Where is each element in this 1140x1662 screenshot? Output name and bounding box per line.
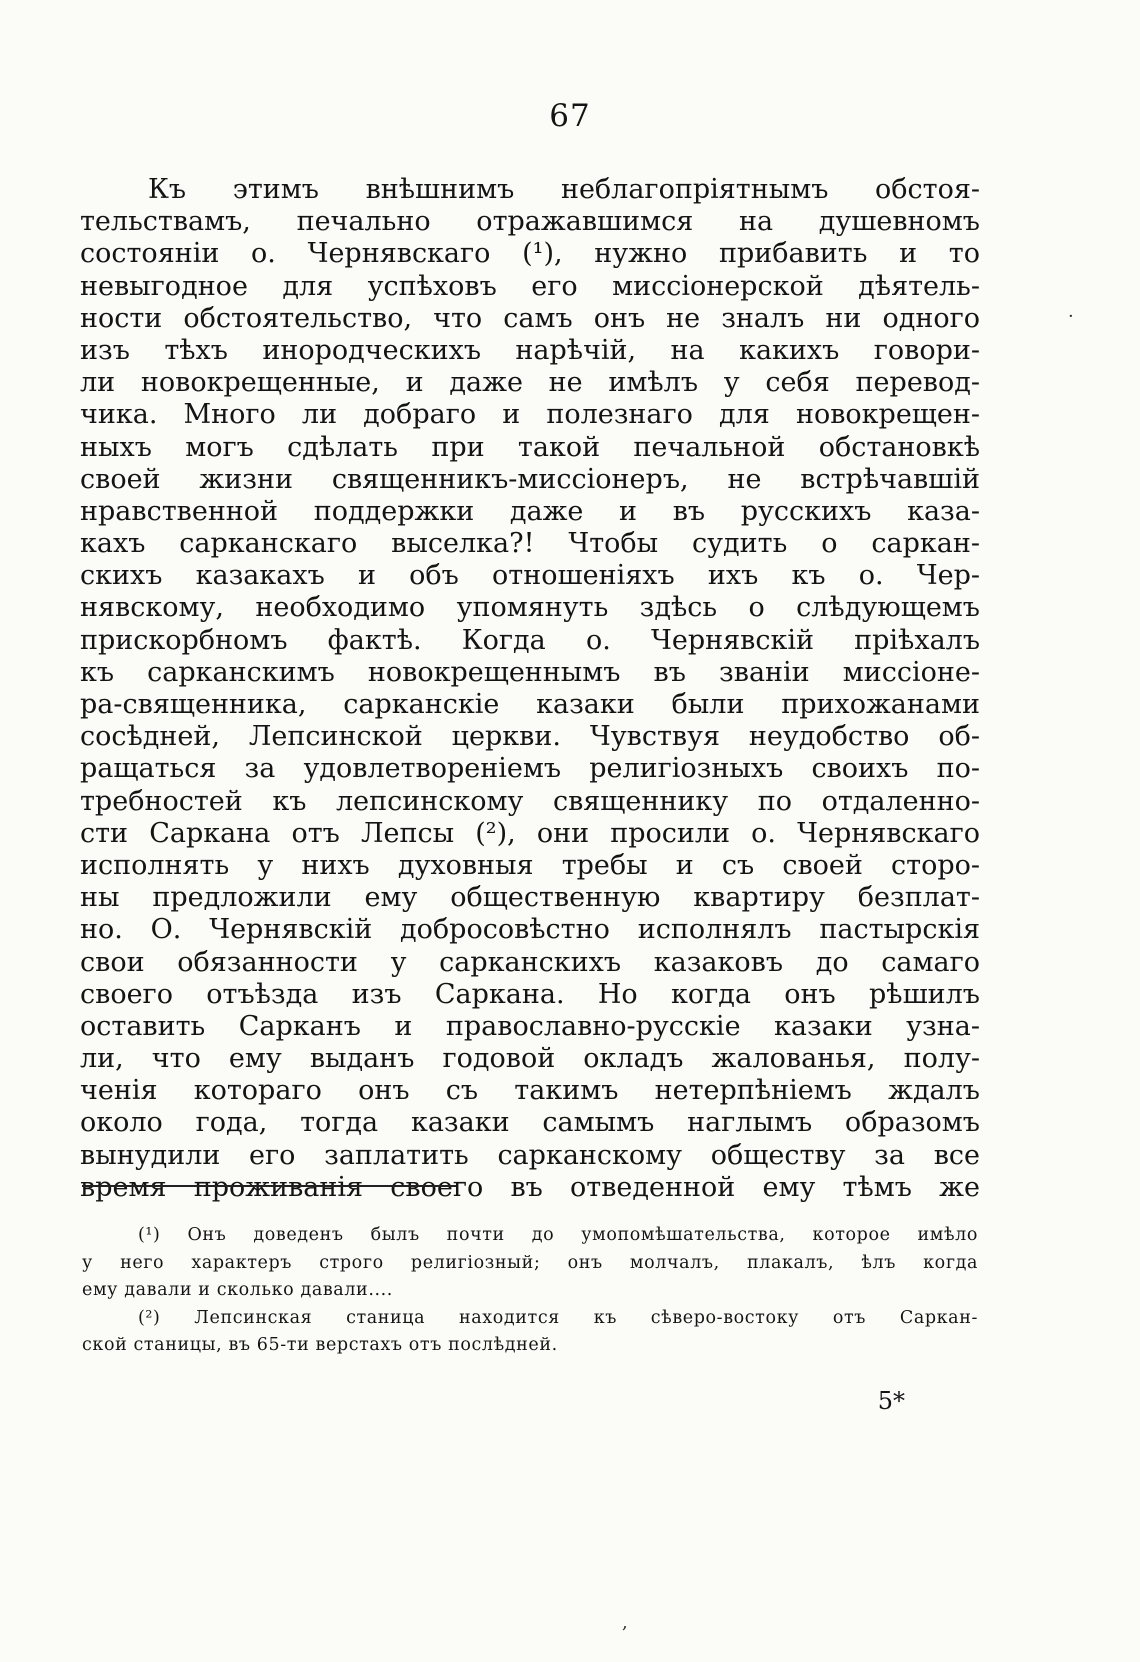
footnote-line: (²) Лепсинская станица находится къ сѣверо-востоку отъ Саркан- — [138, 1307, 978, 1328]
text-line: нравственной поддержки даже и въ русскихъ каза- — [80, 495, 980, 527]
text-line: изъ тѣхъ инородческихъ нарѣчій, на какихъ говори- — [80, 334, 980, 366]
scan-speck: , — [622, 1612, 628, 1633]
text-line: своей жизни священникъ-миссіонеръ, не встрѣчавшій — [80, 463, 980, 495]
footnote-line: (¹) Онъ доведенъ былъ почти до умопомѣшательства, которое имѣло — [138, 1225, 978, 1245]
text-line: требностей къ лепсинскому священнику по отдаленно- — [80, 785, 980, 817]
text-line: тельствамъ, печально отражавшимся на душевномъ — [80, 206, 980, 238]
footnote-line: ему давали и сколько давали.... — [82, 1280, 393, 1300]
text-line: ра-священника, сарканскіе казаки были прихожанами — [80, 689, 980, 720]
footnote-line: ской станицы, въ 65-ти верстахъ отъ послѣдней. — [82, 1335, 558, 1355]
text-line: свои обязанности у сарканскихъ казаковъ до самаго — [80, 946, 980, 978]
footnotes — [82, 1222, 978, 1360]
text-line: ли, что ему выданъ годовой окладъ жалованья, полу- — [80, 1043, 980, 1075]
text-line: Къ этимъ внѣшнимъ неблагопріятнымъ обстоя- — [148, 174, 980, 205]
text-line: сти Саркана отъ Лепсы (²), они просили о. Чернявскаго — [80, 817, 980, 849]
footnote-1 — [82, 1222, 978, 1305]
text-line: ли новокрещенные, и даже не имѣлъ у себя перевод- — [80, 367, 980, 399]
text-line: около года, тогда казаки самымъ наглымъ образомъ — [80, 1107, 980, 1139]
text-line: кахъ сарканскаго выселка?! Чтобы судить о саркан- — [80, 528, 980, 560]
text-line: состояніи о. Чернявскаго (¹), нужно прибавить и то — [80, 238, 980, 270]
text-line: сосѣдней, Лепсинской церкви. Чувствуя неудобство об- — [80, 721, 980, 753]
signature-mark: 5* — [877, 1387, 905, 1415]
text-line: ны предложили ему общественную квартиру безплат- — [80, 882, 980, 914]
text-line: скихъ казакахъ и объ отношеніяхъ ихъ къ о. Чер- — [80, 560, 980, 592]
text-line: ности обстоятельство, что самъ онъ не зналъ ни одного — [80, 302, 980, 334]
text-line: невыгодное для успѣховъ его миссіонерской дѣятель- — [80, 270, 980, 302]
text-line: своего отъѣзда изъ Саркана. Но когда онъ рѣшилъ — [80, 978, 980, 1010]
footnote-2 — [82, 1305, 978, 1360]
text-line: прискорбномъ фактѣ. Когда о. Чернявскій пріѣхалъ — [80, 624, 980, 656]
scan-speck: · — [1068, 306, 1074, 327]
footnote-divider — [82, 1185, 456, 1187]
text-line: ченія котораго онъ съ такимъ нетерпѣніемъ ждалъ — [80, 1075, 980, 1107]
text-line: къ сарканскимъ новокрещеннымъ въ званіи миссіоне- — [80, 656, 980, 688]
text-line: ращаться за удовлетвореніемъ религіозныхъ своихъ по- — [80, 753, 980, 785]
text-line: время проживанія своего въ отведенной ему тѣмъ же — [80, 1171, 980, 1203]
footnote-line: у него характеръ строго религіозный; онъ молчалъ, плакалъ, ѣлъ когда — [82, 1252, 978, 1273]
text-line: вынудили его заплатить сарканскому обществу за все — [80, 1139, 980, 1171]
text-line: ныхъ могъ сдѣлать при такой печальной обстановкѣ — [80, 431, 980, 463]
page-number: 67 — [549, 98, 591, 134]
text-line: нявскому, необходимо упомянуть здѣсь о слѣдующемъ — [80, 592, 980, 624]
text-line: чика. Много ли добраго и полезнаго для новокрещен- — [80, 399, 980, 431]
text-line: оставить Сарканъ и православно-русскіе казаки узна- — [80, 1010, 980, 1042]
text-line: но. О. Чернявскій добросовѣстно исполнялъ пастырскія — [80, 914, 980, 946]
text-line: исполнять у нихъ духовныя требы и съ своей сторо- — [80, 849, 980, 881]
body-text — [80, 174, 980, 1204]
